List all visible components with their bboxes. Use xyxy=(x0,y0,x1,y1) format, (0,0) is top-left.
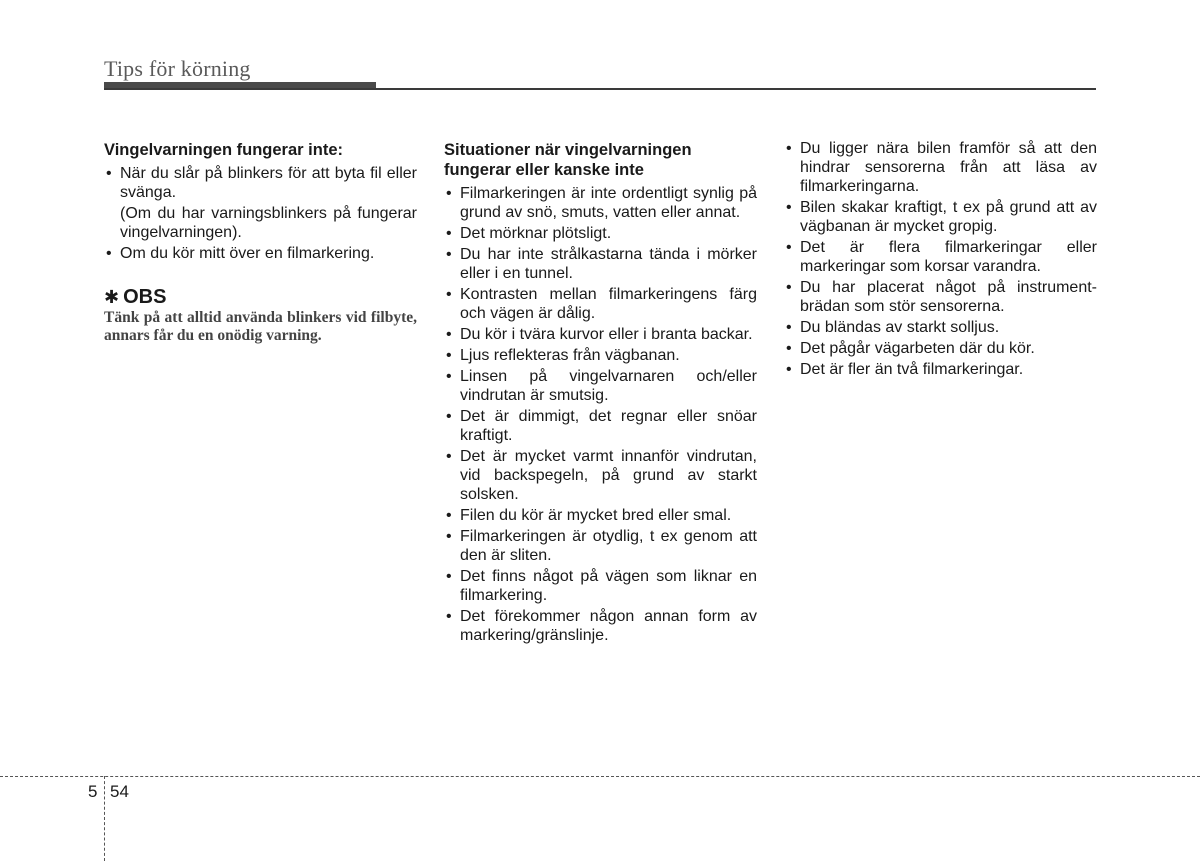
list-item: • Om du kör mitt över en filmarkering. xyxy=(104,244,417,263)
list-item: • Ljus reflekteras från vägbanan. xyxy=(444,346,757,365)
section-heading: Situationer när vingelvarningen fungerar eller kanske inte xyxy=(444,141,692,179)
note-title: OBS xyxy=(123,286,167,308)
list-item: • Det är mycket varmt innanför vindrutan, vid backspegeln, på grund av starkt solsken. xyxy=(444,447,757,504)
page-number: 54 xyxy=(110,782,129,801)
bullet-list xyxy=(784,139,1097,379)
column-right xyxy=(784,139,1097,381)
footer-vertical-dashed-rule xyxy=(104,776,105,861)
asterisk-icon: ✱ xyxy=(104,287,120,307)
list-item: • Det är flera filmarkeringar eller markeringar som korsar varandra. xyxy=(784,238,1097,276)
column-middle xyxy=(444,140,757,647)
list-item: • Filmarkeringen är otydlig, t ex genom att den är sliten. xyxy=(444,527,757,565)
footer-dashed-rule xyxy=(0,776,1200,777)
list-item: • Du har inte strålkastarna tända i mörker eller i en tunnel. xyxy=(444,245,757,283)
list-item: • Du har placerat något på instrument-brädan som stör sensorerna. xyxy=(784,278,1097,316)
list-item: • Du kör i tvära kurvor eller i branta backar. xyxy=(444,325,757,344)
chapter-number: 5 xyxy=(88,782,98,801)
list-item: • Linsen på vingelvarnaren och/eller vindrutan är smutsig. xyxy=(444,367,757,405)
list-item: • Det är dimmigt, det regnar eller snöar kraftigt. xyxy=(444,407,757,445)
column-left xyxy=(104,140,417,345)
note-text: Tänk på att alltid använda blinkers vid filbyte, annars får du en onödig varning. xyxy=(104,309,417,344)
note-heading xyxy=(104,285,417,309)
list-item: • Det finns något på vägen som liknar en filmarkering. xyxy=(444,567,757,605)
list-item: • Det pågår vägarbeten där du kör. xyxy=(784,339,1097,358)
list-item: • Bilen skakar kraftigt, t ex på grund att av vägbanan är mycket gropig. xyxy=(784,198,1097,236)
list-item: • Det förekommer någon annan form av markering/gränslinje. xyxy=(444,607,757,645)
list-item: • Det mörknar plötsligt. xyxy=(444,224,757,243)
bullet-list xyxy=(444,184,757,645)
list-item: • Du bländas av starkt solljus. xyxy=(784,318,1097,337)
list-item: • Filmarkeringen är inte ordentligt synlig på grund av snö, smuts, vatten eller annat. xyxy=(444,184,757,222)
bullet-list xyxy=(104,164,417,202)
list-item: • När du slår på blinkers för att byta fil eller svänga. xyxy=(104,164,417,202)
list-item-continuation: (Om du har varningsblinkers på fungerar vingelvarningen). xyxy=(120,205,417,241)
page-header-title: Tips för körning xyxy=(104,56,251,81)
list-item: • Kontrasten mellan filmarkeringens färg och vägen är dålig. xyxy=(444,285,757,323)
section-heading: Vingelvarningen fungerar inte: xyxy=(104,141,343,159)
list-item: • Det är fler än två filmarkeringar. xyxy=(784,360,1097,379)
header-rule xyxy=(104,88,1096,90)
list-item: • Filen du kör är mycket bred eller smal. xyxy=(444,506,757,525)
list-item: • Du ligger nära bilen framför så att den hindrar sensorerna från att läsa av filmarkeringarna. xyxy=(784,139,1097,196)
bullet-list xyxy=(104,244,417,263)
